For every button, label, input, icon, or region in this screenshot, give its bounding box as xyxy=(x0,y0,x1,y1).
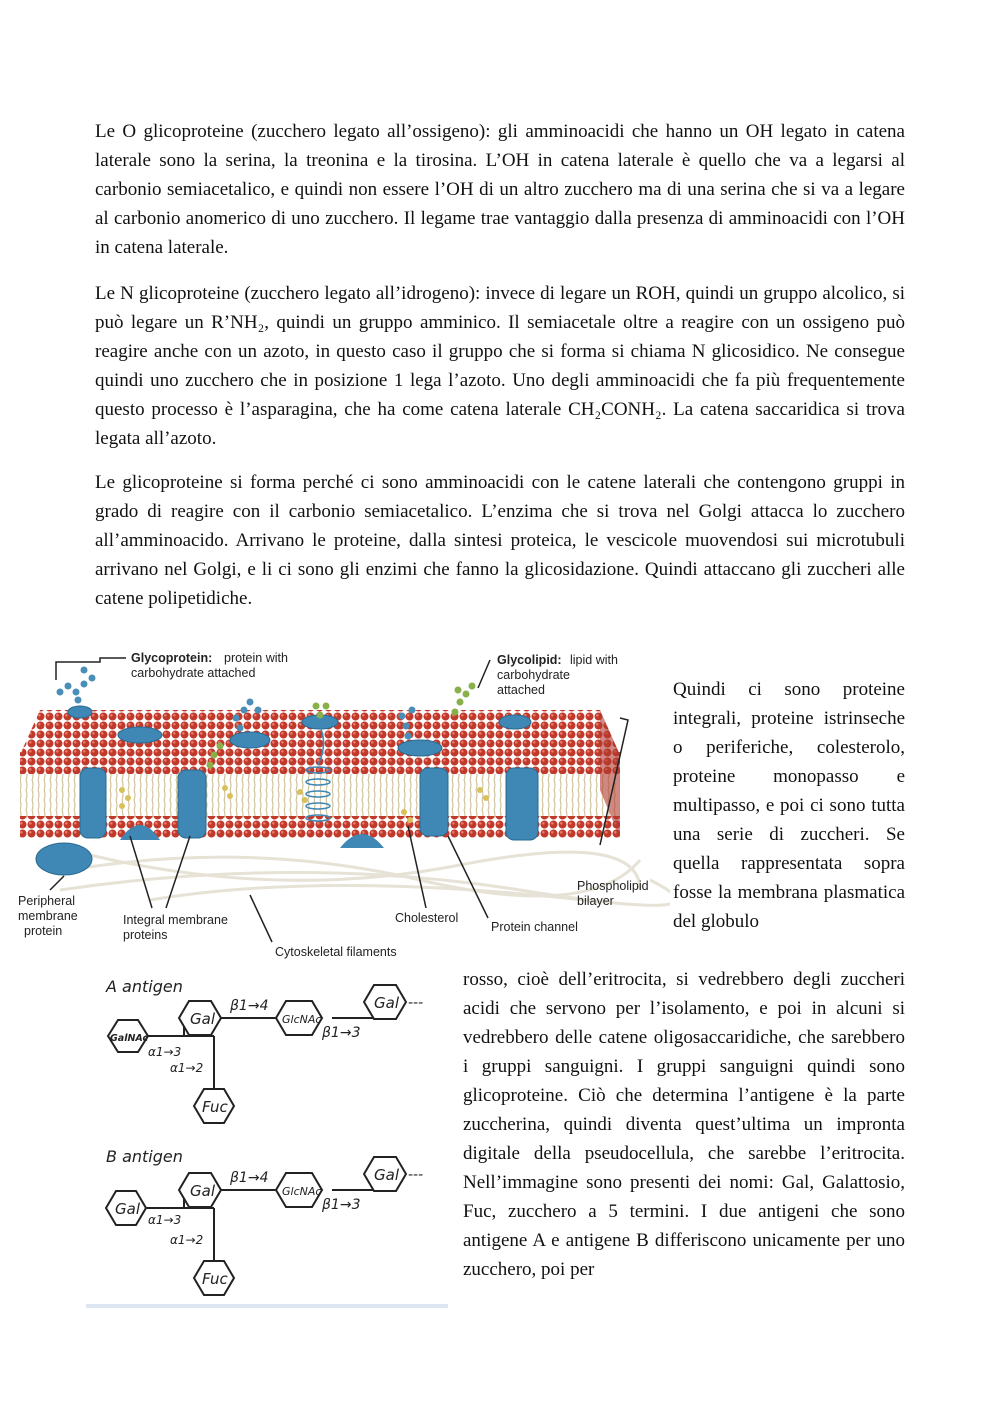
a-galnac-label: GalNAc xyxy=(110,1033,149,1044)
paragraph-glycosylation: Le glicoproteine si forma perché ci sono amminoacidi con le catene laterali che contengono gruppi in grado di reagire con il carbonio semiacetalico. L’enzima che si trova nel Golgi attacca lo zucchero all’amminoacido. Arrivano le proteine, dalla sintesi proteica, le vescicole muovendosi sui microtubuli arrivano nel Golgi, e li ci sono gli enzimi che fanno la glicosidazione. Quindi attaccano gli zuccheri alle catene polipetidiche. xyxy=(95,472,905,609)
bilayer-label-1: Phospholipid xyxy=(577,879,649,893)
a-antigen-title: A antigen xyxy=(106,977,183,996)
membrane-figure xyxy=(0,640,670,965)
cholesterol-label: Cholesterol xyxy=(395,911,459,925)
antigen-figure xyxy=(86,968,448,1310)
a-gal-terminal-label: Gal xyxy=(374,994,399,1012)
glycolipid-title: Glycolipid: xyxy=(497,653,562,667)
paragraph-n-glycoproteins: Le N glicoproteine (zucchero legato all’idrogeno): invece di legare un ROH, quindi un gruppo alcolico, si può legare un R’NH₂, quindi un gruppo amminico. Il semiacetale oltre a reagire con un ossigeno può reagire anche con un azoto, in questo caso il gruppo che si forma si chiama N glicosidico. Ne consegue quindi uno zucchero che in posizione 1 lega l’azoto. Uno degli amminoacidi che fa più frequentemente questo processo è l’asparagina, che ha come catena laterale CH₂CONH₂. La catena saccaridica si trova legata all’azoto. xyxy=(95,283,905,449)
side-text-membrane: Quindi ci sono proteine integrali, proteine istrinseche o periferiche, colesterolo, proteine monopasso e multipasso, e poi ci sono tutta una serie di zuccheri. Se quella rappresentata sopra fosse la membrana plasmatica del globulo xyxy=(673,679,905,932)
b-bond-b14: β1→4 xyxy=(230,1170,269,1186)
b-gal-terminal-label: Gal xyxy=(374,1166,399,1184)
a-dashes: --- xyxy=(408,995,424,1011)
a-bond-b13: β1→3 xyxy=(322,1025,361,1041)
a-fuc-label: Fuc xyxy=(202,1098,228,1116)
b-bond-a12: α1→2 xyxy=(170,1233,204,1247)
integral-label-1: Integral membrane xyxy=(123,913,228,927)
a-bond-b14: β1→4 xyxy=(230,998,269,1014)
protein-channel-label: Protein channel xyxy=(491,920,578,934)
b-gal-label: Gal xyxy=(190,1182,215,1200)
bilayer-label-2: bilayer xyxy=(577,894,614,908)
cytoskeletal-label: Cytoskeletal filaments xyxy=(275,945,397,959)
glycolipid-desc-1: lipid with xyxy=(570,653,618,667)
a-bond-a12: α1→2 xyxy=(170,1061,204,1075)
b-bond-a13: α1→3 xyxy=(148,1213,182,1227)
integral-label-2: proteins xyxy=(123,928,168,942)
peripheral-label-2: membrane xyxy=(18,909,78,923)
side-text-antigens: rosso, cioè dell’eritrocita, si vedrebbero degli zuccheri acidi che servono per l’isolamento, e poi in alcuni si vedrebbero delle catene oligosaccaridiche, che sarebbero i gruppi sanguigni. I gruppi sanguigni quindi sono glicoproteine. Ciò che determina l’antigene è la parte zuccherina, quindi diventa quest’ultima un impronta digitale della pseudocellula, che sarebbe l’eritrocita. Nell’immagine sono presenti dei nomi: Gal, Galattosio, Fuc, zucchero a 5 termini. I due antigeni che sono antigene A e antigene B differiscono unicamente per uno zucchero, poi per xyxy=(463,969,905,1280)
glycoprotein-title: Glycoprotein: xyxy=(131,651,213,665)
glycolipid-desc-3: attached xyxy=(497,683,545,697)
glycoprotein-desc-1: protein with xyxy=(224,651,288,665)
peripheral-label-3: protein xyxy=(24,924,63,938)
a-glcnac-label: GlcNAc xyxy=(282,1013,322,1026)
b-glcnac-label: GlcNAc xyxy=(282,1185,322,1198)
a-gal-label: Gal xyxy=(190,1010,215,1028)
b-antigen-title: B antigen xyxy=(106,1147,183,1166)
glycolipid-desc-2: carbohydrate xyxy=(497,668,570,682)
peripheral-label-1: Peripheral xyxy=(18,894,75,908)
a-bond-a13: α1→3 xyxy=(148,1045,182,1059)
peripheral-protein-shape xyxy=(36,843,92,875)
b-gal-left-label: Gal xyxy=(115,1200,140,1218)
glycoprotein-desc-2: carbohydrate attached xyxy=(131,666,256,680)
b-fuc-label: Fuc xyxy=(202,1270,228,1288)
paragraph-o-glycoproteins: Le O glicoproteine (zucchero legato all’ossigeno): gli amminoacidi che hanno un OH legato in catena laterale sono la serina, la treonina e la tirosina. L’OH in catena laterale è quello che va a legarsi al carbonio semiacetalico, e quindi non essere l’OH di un altro zucchero ma di una serina che si va a legare al carbonio anomerico di uno zucchero. Il legame trae vantaggio dalla presenza di amminoacidi con l’OH in catena laterale. xyxy=(95,121,905,258)
b-dashes: --- xyxy=(408,1167,424,1183)
b-bond-b13: β1→3 xyxy=(322,1197,361,1213)
